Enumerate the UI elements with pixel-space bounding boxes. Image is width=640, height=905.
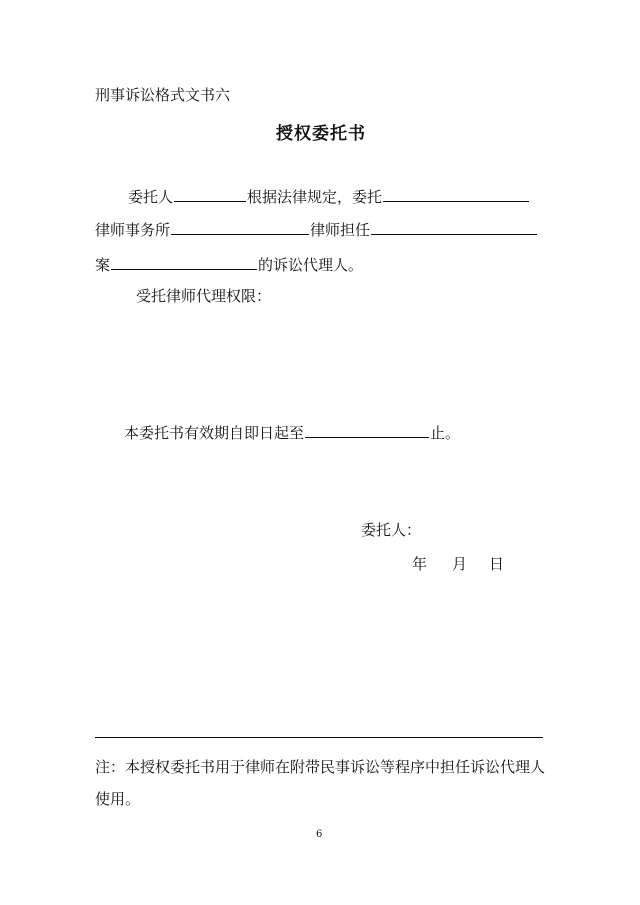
authority-scope-label: 受托律师代理权限： — [136, 287, 272, 305]
case-party-blank — [371, 219, 537, 235]
law-firm-label: 律师事务所 — [95, 221, 171, 239]
body-line-3 — [95, 254, 363, 274]
lawyer-name-blank — [171, 219, 309, 235]
case-name-blank — [111, 254, 257, 270]
principal-name-blank — [174, 186, 246, 202]
footnote-divider — [95, 737, 543, 738]
validity-end-date-blank — [305, 422, 429, 438]
principal-signature-label: 委托人： — [361, 521, 422, 539]
principal-suffix: 根据法律规定，委托 — [247, 188, 383, 206]
body-line-2 — [95, 219, 538, 239]
case-label: 案 — [95, 256, 111, 274]
principal-prefix: 委托人 — [128, 188, 174, 206]
document-series-label: 刑事诉讼格式文书六 — [95, 86, 231, 104]
validity-line — [124, 422, 460, 442]
law-firm-name-blank — [383, 186, 529, 202]
document-title: 授权委托书 — [276, 124, 366, 144]
lawyer-serves-label: 律师担任 — [310, 221, 371, 239]
date-year-label: 年 — [412, 555, 428, 573]
date-month-label: 月 — [452, 555, 468, 573]
page-number: 6 — [316, 829, 323, 840]
footnote-line-1: 注：本授权委托书用于律师在附带民事诉讼等程序中担任诉讼代理人 — [95, 758, 546, 776]
footnote-line-2: 使用。 — [95, 790, 141, 808]
validity-suffix: 止。 — [430, 424, 461, 442]
date-day-label: 日 — [489, 555, 505, 573]
validity-prefix: 本委托书有效期自即日起至 — [124, 424, 305, 442]
body-line-1 — [128, 186, 530, 206]
agent-suffix: 的诉讼代理人。 — [258, 256, 364, 274]
